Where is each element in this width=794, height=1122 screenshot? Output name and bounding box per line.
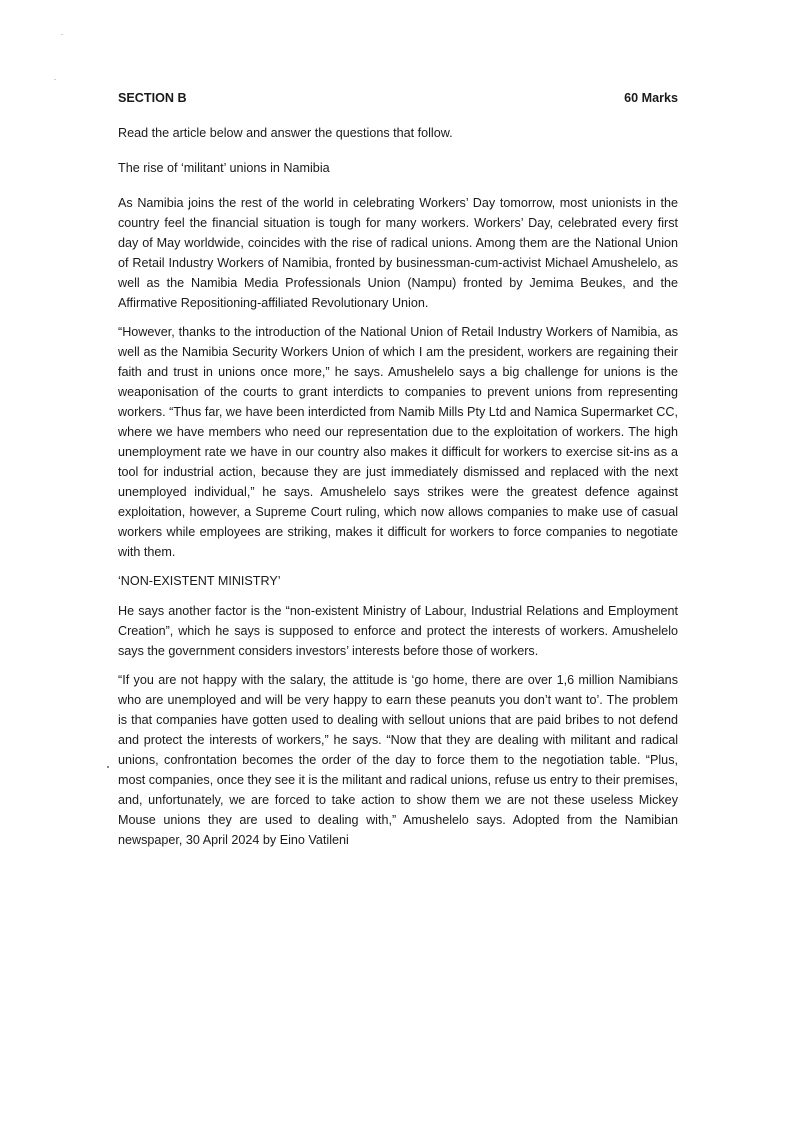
section-title: SECTION B xyxy=(118,91,187,105)
scan-speck xyxy=(107,766,109,768)
article-paragraph: “If you are not happy with the salary, the attitude is ‘go home, there are over 1,6 million Namibians who are unemployed and will be very happy to earn these peanuts you don’t want to’. The problem is that companies have gotten used to dealing with sellout unions that are paid bribes to not defend and protect the interests of workers,” he says. “Now that they are dealing with militant and radical unions, confrontation becomes the order of the day to force them to the negotiation table. “Plus, most companies, once they see it is the militant and radical unions, refuse us entry to their premises, and, unfortunately, we are forced to take action to show them we are not these useless Mickey Mouse unions they are used to dealing with,” Amushelelo says. Adopted from the Namibian newspaper, 30 April 2024 by Eino Vatileni xyxy=(118,673,678,847)
section-marks: 60 Marks xyxy=(624,91,678,105)
article-paragraph: He says another factor is the “non-existent Ministry of Labour, Industrial Relations and Employment Creation”, which he says is supposed to enforce and protect the interests of workers. Amushelelo says the government considers investors’ interests before those of workers. xyxy=(118,604,678,658)
exam-page xyxy=(118,88,678,859)
article-title: The rise of ‘militant’ unions in Namibia xyxy=(118,161,330,175)
scan-speck xyxy=(54,79,56,80)
article-subheading: ‘NON-EXISTENT MINISTRY’ xyxy=(118,574,281,588)
section-header xyxy=(118,88,678,108)
article-paragraph: “However, thanks to the introduction of the National Union of Retail Industry Workers of Namibia, as well as the Namibia Security Workers Union of which I am the president, workers are regaining their faith and trust in unions once more,” he says. Amushelelo says a big challenge for unions is the weaponisation of the courts to grant interdicts to companies to prevent unions from representing workers. “Thus far, we have been interdicted from Namib Mills Pty Ltd and Namica Supermarket CC, where we have members who need our representation due to the exploitation of workers. The high unemployment rate we have in our country also makes it difficult for workers to exercise sit-ins as a tool for industrial action, because they are just immediately dismissed and replaced with the next unemployed individual,” he says. Amushelelo says strikes were the greatest defence against exploitation, however, a Supreme Court ruling, which now allows companies to make use of casual workers while employees are striking, makes it difficult for workers to force companies to negotiate with them. xyxy=(118,325,678,559)
scan-speck xyxy=(61,34,63,35)
article-paragraph: As Namibia joins the rest of the world in celebrating Workers’ Day tomorrow, most unionists in the country feel the financial situation is tough for many workers. Workers’ Day, celebrated every first day of May worldwide, coincides with the rise of radical unions. Among them are the National Union of Retail Industry Workers of Namibia, fronted by businessman-cum-activist Michael Amushelelo, as well as the Namibia Media Professionals Union (Nampu) fronted by Jemima Beukes, and the Affirmative Repositioning-affiliated Revolutionary Union. xyxy=(118,196,678,310)
instruction-text: Read the article below and answer the questions that follow. xyxy=(118,126,453,140)
